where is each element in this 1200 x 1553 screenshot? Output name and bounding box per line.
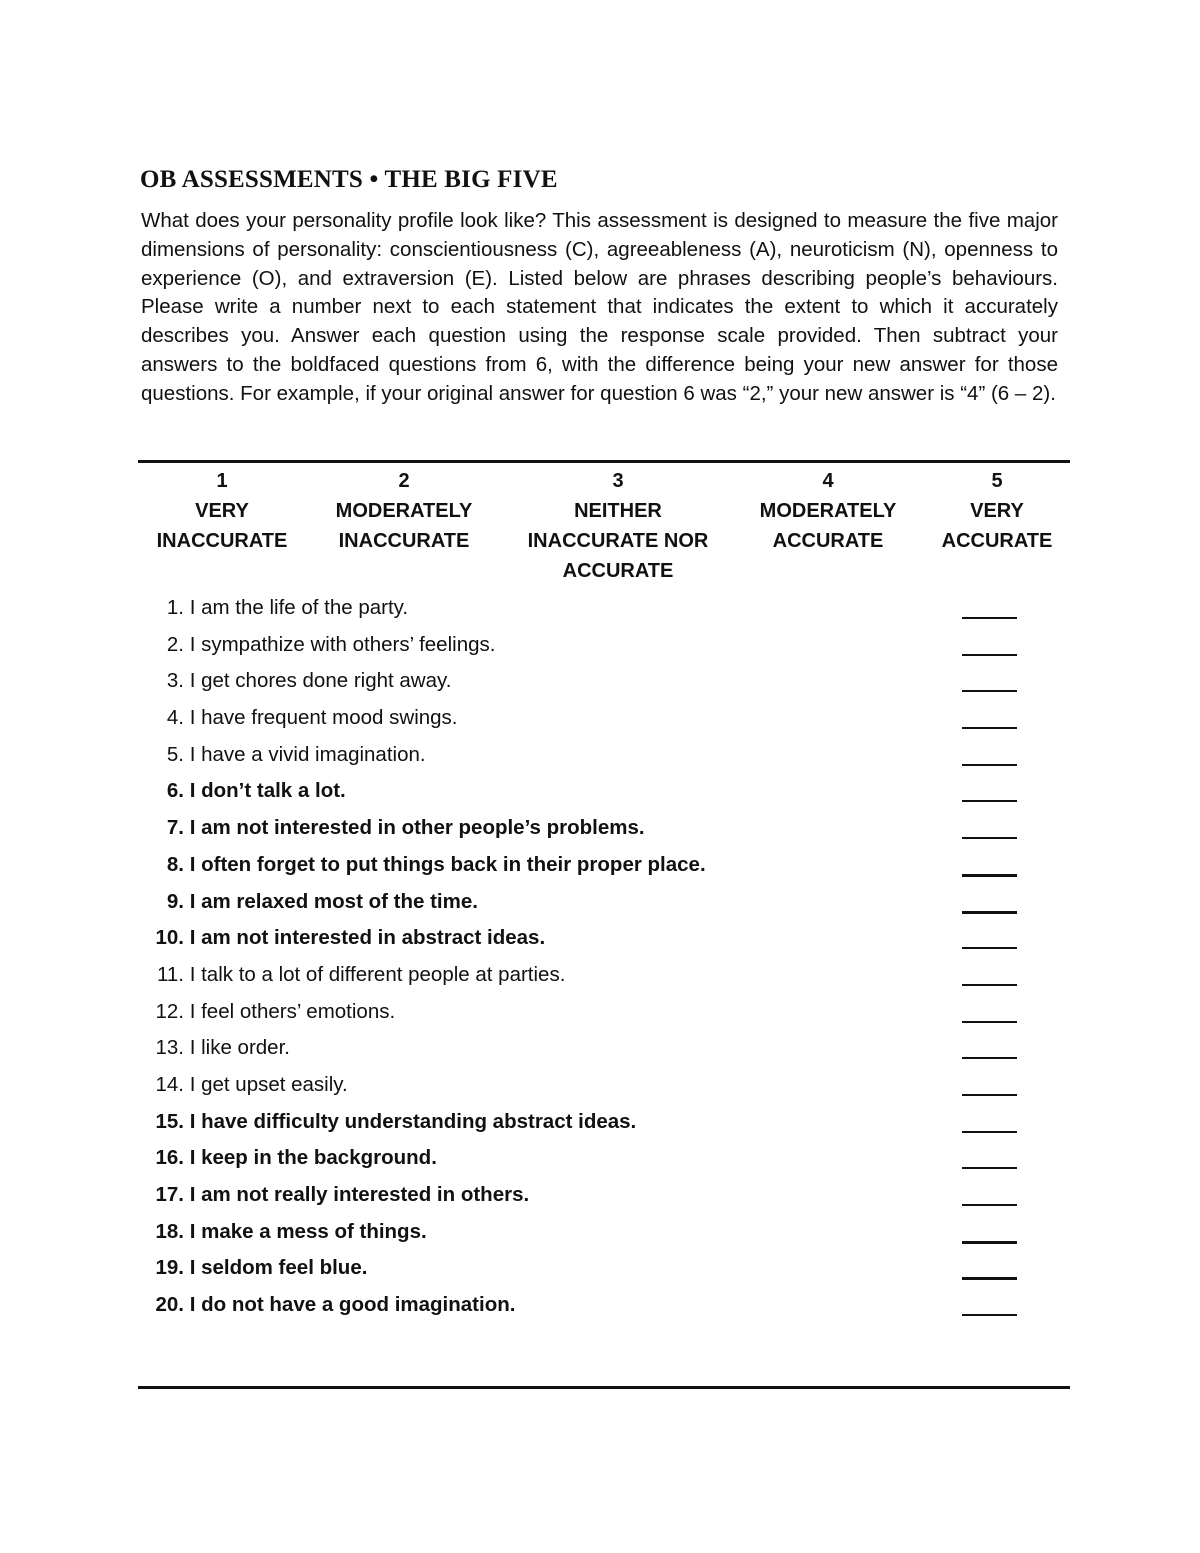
question-item	[146, 1104, 1046, 1141]
question-text: I have a vivid imagination.	[189, 742, 426, 766]
answer-blank[interactable]	[962, 874, 1017, 877]
question-text: I keep in the background.	[189, 1146, 437, 1170]
question-text: I get upset easily.	[189, 1072, 348, 1096]
question-text: I sympathize with others’ feelings.	[189, 632, 496, 656]
answer-blank[interactable]	[962, 727, 1017, 729]
question-item	[146, 920, 1046, 957]
question-item	[146, 884, 1046, 921]
question-item	[146, 590, 1046, 627]
question-number: 6.	[166, 779, 184, 803]
question-number: 3.	[166, 669, 184, 693]
top-divider	[138, 460, 1070, 463]
page-title: OB ASSESSMENTS • THE BIG FIVE	[140, 166, 558, 193]
answer-blank[interactable]	[962, 1277, 1017, 1280]
question-number: 9.	[166, 889, 184, 913]
question-item	[146, 663, 1046, 700]
scale-option-1	[142, 466, 302, 556]
question-number: 11.	[157, 962, 184, 986]
question-item	[146, 847, 1046, 884]
answer-blank[interactable]	[962, 764, 1017, 766]
question-text: I am not interested in other people’s problems.	[189, 816, 645, 840]
question-item	[146, 627, 1046, 664]
question-text: I do not have a good imagination.	[189, 1293, 516, 1317]
question-item	[146, 773, 1046, 810]
answer-blank[interactable]	[962, 800, 1017, 802]
scale-option-2	[322, 466, 486, 556]
question-number: 20.	[155, 1293, 184, 1317]
question-number: 10.	[155, 926, 184, 950]
question-number: 15.	[155, 1109, 184, 1133]
question-number: 19.	[155, 1256, 184, 1280]
scale-label: MODERATELY INACCURATE	[335, 500, 473, 552]
question-number: 16.	[155, 1146, 184, 1170]
answer-blank[interactable]	[962, 1021, 1017, 1023]
scale-option-3	[518, 466, 718, 586]
bottom-divider	[138, 1386, 1070, 1389]
answer-blank[interactable]	[962, 947, 1017, 949]
answer-blank[interactable]	[962, 1094, 1017, 1096]
question-item	[146, 1250, 1046, 1287]
question-text: I have frequent mood swings.	[189, 706, 458, 730]
question-item	[146, 700, 1046, 737]
question-item	[146, 1030, 1046, 1067]
scale-number: 1	[216, 470, 228, 492]
question-number: 1.	[166, 596, 184, 619]
question-item	[146, 1140, 1046, 1177]
question-number: 14.	[155, 1072, 184, 1096]
instructions-paragraph: What does your personality profile look like? This assessment is designed to measure the five major dimensions of personality: conscientiousness (C), agreeableness (A), neuroticism (N), openness to experience (O), and extraversion (E). Listed below are phrases describing people’s behaviours. Please write a number next to each statement that indicates the extent to which it accurately describes you. Answer each question using the response scale provided. Then subtract your answers to the boldfaced questions from 6, with the difference being your new answer for those questions. For example, if your original answer for question 6 was “2,” your new answer is “4” (6 – 2).	[141, 209, 1058, 405]
question-list	[146, 590, 1046, 1324]
scale-option-4	[748, 466, 908, 556]
question-number: 12.	[155, 999, 184, 1023]
answer-blank[interactable]	[962, 911, 1017, 914]
answer-blank[interactable]	[962, 1131, 1017, 1133]
answer-blank[interactable]	[962, 1314, 1017, 1316]
question-text: I have difficulty understanding abstract ideas.	[189, 1109, 637, 1133]
question-item	[146, 1214, 1046, 1251]
answer-blank[interactable]	[962, 1204, 1017, 1206]
question-text: I am the life of the party.	[189, 596, 409, 619]
scale-label: MODERATELY ACCURATE	[759, 500, 897, 552]
answer-blank[interactable]	[962, 1057, 1017, 1059]
question-number: 2.	[166, 632, 184, 656]
answer-blank[interactable]	[962, 617, 1017, 619]
answer-blank[interactable]	[962, 837, 1017, 839]
question-item	[146, 1177, 1046, 1214]
scale-label: VERY INACCURATE	[156, 500, 288, 552]
question-item	[146, 957, 1046, 994]
question-text: I talk to a lot of different people at parties.	[189, 962, 566, 986]
answer-blank[interactable]	[962, 1241, 1017, 1244]
question-item	[146, 810, 1046, 847]
question-text: I am not really interested in others.	[189, 1183, 530, 1206]
question-number: 17.	[155, 1183, 184, 1206]
answer-blank[interactable]	[962, 1167, 1017, 1169]
scale-number: 4	[822, 470, 834, 492]
question-number: 18.	[155, 1219, 184, 1243]
scale-label: NEITHER INACCURATE NOR ACCURATE	[527, 500, 709, 582]
question-number: 13.	[155, 1036, 184, 1060]
question-item	[146, 1287, 1046, 1324]
question-text: I often forget to put things back in their proper place.	[189, 852, 706, 876]
question-text: I am relaxed most of the time.	[189, 889, 478, 913]
question-text: I like order.	[189, 1036, 290, 1060]
question-number: 4.	[166, 706, 184, 730]
question-number: 5.	[166, 742, 184, 766]
answer-blank[interactable]	[962, 690, 1017, 692]
question-text: I am not interested in abstract ideas.	[189, 926, 546, 950]
scale-number: 2	[398, 470, 410, 492]
question-text: I seldom feel blue.	[189, 1256, 368, 1280]
answer-blank[interactable]	[962, 654, 1017, 656]
question-number: 7.	[166, 816, 184, 840]
question-item	[146, 994, 1046, 1031]
question-text: I get chores done right away.	[189, 669, 452, 693]
question-text: I feel others’ emotions.	[189, 999, 396, 1023]
question-text: I don’t talk a lot.	[189, 779, 346, 803]
scale-label: VERY ACCURATE	[941, 500, 1053, 552]
scale-number: 5	[991, 470, 1003, 492]
question-number: 8.	[166, 852, 184, 876]
answer-blank[interactable]	[962, 984, 1017, 986]
scale-number: 3	[612, 470, 624, 492]
question-item	[146, 737, 1046, 774]
scale-option-5	[937, 466, 1057, 556]
question-text: I make a mess of things.	[189, 1219, 427, 1243]
question-item	[146, 1067, 1046, 1104]
